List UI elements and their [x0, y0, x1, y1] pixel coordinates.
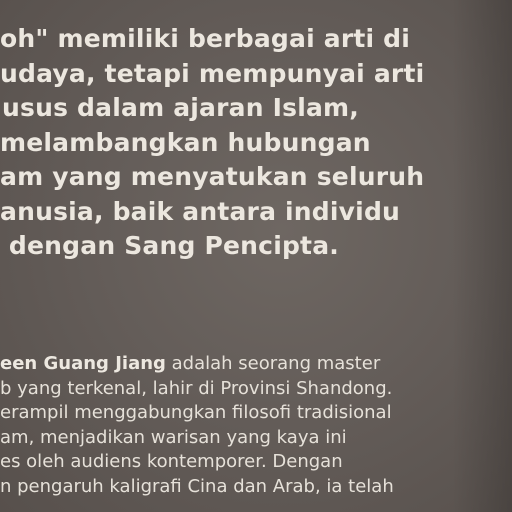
top-line-6: anusia, baik antara individu: [0, 196, 401, 226]
bottom-line-6: n pengaruh kaligrafi Cina dan Arab, ia telah: [0, 475, 394, 497]
top-line-1: oh" memiliki berbagai arti di: [0, 24, 411, 53]
top-line-7: dengan Sang Pencipta.: [0, 231, 339, 260]
bottom-paragraph: [0, 352, 394, 500]
top-line-2: udaya, tetapi mempunyai arti: [0, 58, 425, 88]
bottom-line-1-rest: adalah seorang master: [165, 353, 381, 374]
bottom-line-1: [0, 352, 394, 377]
bottom-line-5: es oleh audiens kontemporer. Dengan: [0, 451, 343, 473]
top-line-5: am yang menyatukan seluruh: [0, 162, 425, 191]
bottom-line-2: b yang terkenal, lahir di Provinsi Shandong.: [0, 377, 393, 399]
bottom-line-3: erampil menggabungkan filosofi tradisional: [0, 402, 392, 424]
artist-name: een Guang Jiang: [0, 353, 166, 374]
bottom-line-4: am, menjadikan warisan yang kaya ini: [0, 426, 347, 448]
top-line-4: melambangkan hubungan: [0, 127, 371, 157]
panel-shadow: [452, 0, 512, 512]
top-paragraph: [0, 22, 424, 264]
top-line-3: usus dalam ajaran Islam,: [2, 93, 359, 122]
